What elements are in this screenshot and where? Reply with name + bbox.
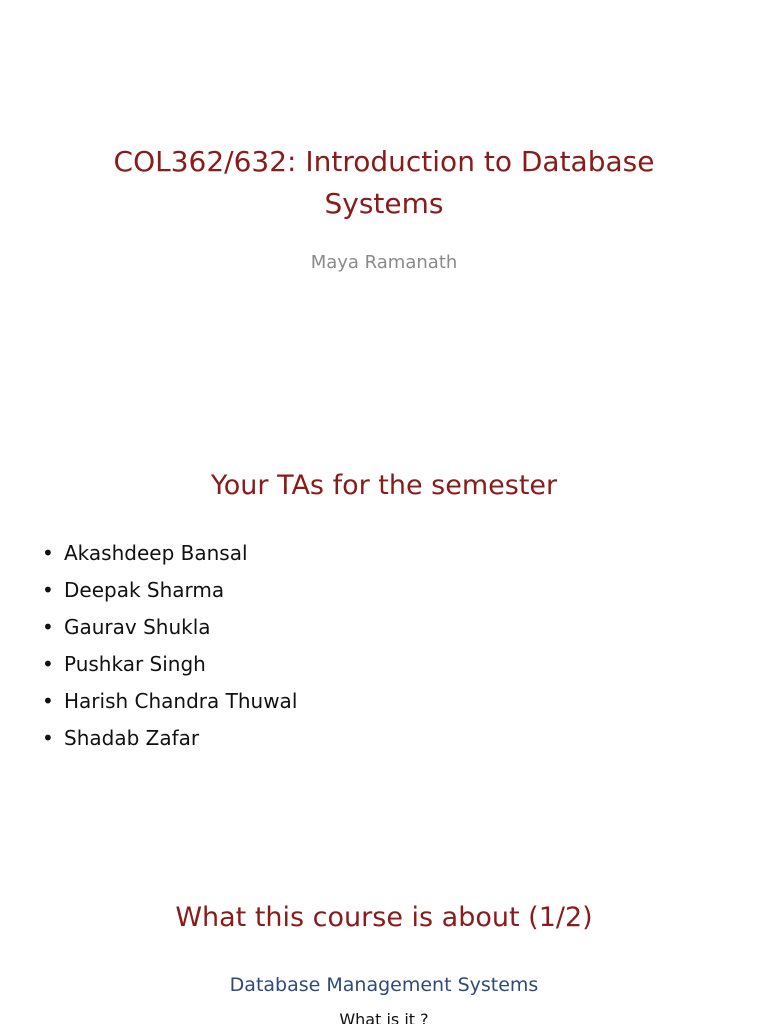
list-item: • Deepak Sharma: [42, 572, 768, 609]
course-about-slide: [0, 830, 768, 1024]
ta-list: [0, 535, 768, 757]
about-question: What is it ?: [339, 1010, 429, 1024]
ta-heading: Your TAs for the semester: [210, 470, 558, 501]
course-title-line1: COL362/632: Introduction to Database: [113, 145, 655, 178]
title-slide: [0, 0, 768, 330]
list-item: • Gaurav Shukla: [42, 609, 768, 646]
course-title-line2: Systems: [324, 187, 444, 220]
list-item: • Pushkar Singh: [42, 646, 768, 683]
author-name: Maya Ramanath: [310, 252, 458, 273]
list-item: • Harish Chandra Thuwal: [42, 683, 768, 720]
list-item: • Shadab Zafar: [42, 720, 768, 757]
ta-slide: [0, 330, 768, 830]
list-item: • Akashdeep Bansal: [42, 535, 768, 572]
about-heading: What this course is about (1/2): [175, 902, 593, 933]
about-subheading: Database Management Systems: [229, 974, 539, 996]
